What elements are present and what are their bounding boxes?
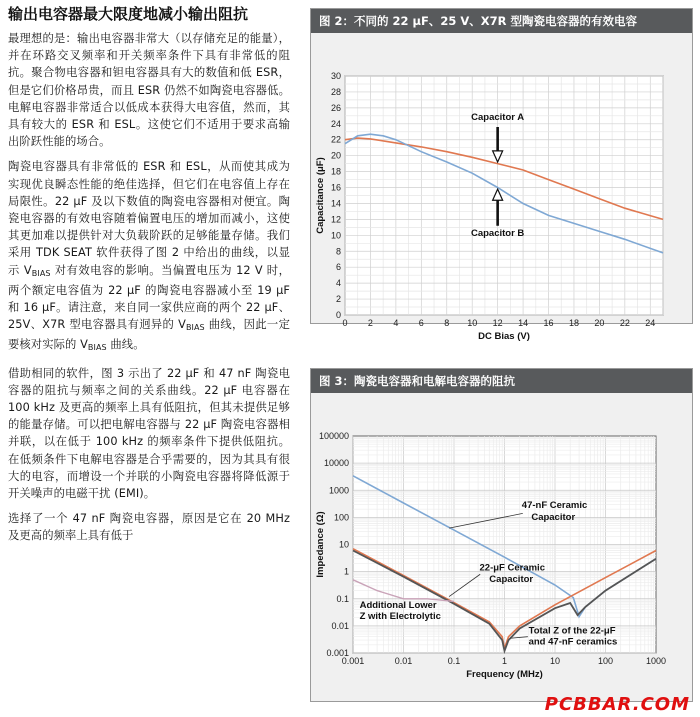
- vbias-subscript: BIAS: [185, 323, 205, 333]
- article: [8, 4, 290, 553]
- x-tick-label: 0.001: [341, 656, 365, 666]
- x-tick-label: 1000: [645, 656, 667, 666]
- y-tick-label: 10: [338, 539, 349, 550]
- article-title: 输出电容器最大限度地减小输出阻抗: [8, 5, 249, 23]
- brand-watermark: PCBBAR.COM: [544, 694, 690, 715]
- y-tick-label: 22: [330, 134, 341, 145]
- y-tick-label: 4: [335, 278, 341, 289]
- paragraph-1: 最理想的是：输出电容器非常大（以存储充足的能量），并在环路交叉频率和开关频率条件下具有非常低的阻抗。聚合物电容器和钽电容器具有大的数值和低 ESR，但是它们价格昂贵，而且 ESR 仍然不如陶瓷电容器低。电解电容器非常适合以低成本获得大电容值，然而，其具有较大的 ESR 和 ESL。这使它们不适用于要求高输出阶跃性能的场合。: [8, 32, 290, 149]
- y-tick-label: 1000: [328, 485, 349, 496]
- x-tick-label: 10: [467, 318, 478, 328]
- y-tick-label: 10000: [323, 458, 349, 469]
- y-tick-label: 30: [330, 71, 341, 81]
- vbias-subscript: BIAS: [31, 268, 51, 278]
- x-tick-label: 6: [418, 318, 424, 328]
- x-tick-label: 24: [645, 318, 656, 328]
- x-tick-label: 100: [597, 656, 614, 666]
- y-tick-label: 8: [335, 246, 341, 257]
- x-tick-label: 12: [492, 318, 503, 328]
- label-22uf: Capacitor: [489, 573, 534, 585]
- y-axis-title: Capacitance (μF): [315, 157, 326, 234]
- x-axis-title: Frequency (MHz): [466, 669, 543, 680]
- y-tick-label: 26: [330, 102, 341, 113]
- paragraph-4: 选择了一个 47 nF 陶瓷电容器，原因是它在 20 MHz 及更高的频率上具有低于: [8, 512, 290, 543]
- label-47nf: Capacitor: [531, 512, 576, 524]
- x-tick-label: 0: [342, 318, 348, 328]
- y-tick-label: 100: [333, 512, 349, 523]
- y-tick-label: 24: [330, 118, 341, 129]
- label-electrolytic: Additional Lower: [359, 600, 437, 612]
- x-tick-label: 4: [393, 318, 399, 328]
- x-axis-title: DC Bias (V): [478, 331, 530, 342]
- y-tick-label: 6: [335, 262, 341, 273]
- label-47nf: 47-nF Ceramic: [521, 500, 588, 512]
- x-tick-label: 18: [568, 318, 579, 328]
- label-22uf: 22-μF Ceramic: [479, 562, 545, 574]
- x-tick-label: 20: [594, 318, 605, 328]
- x-tick-label: 0.1: [447, 656, 461, 666]
- figure-2: [310, 8, 693, 342]
- y-tick-label: 0.1: [336, 593, 349, 604]
- figure-3-chart: [311, 411, 692, 701]
- paragraph-2-part-b: 对有效电容的影响。当偏置电压为 12 V 时，两个额定电容值为 22 μF 的陶瓷电容器减小至 19 μF 和 16 μF。请注意，来自同一家供应商的两个 22 μF、25V、X7R 型电容器具有迥异的 V: [8, 263, 290, 332]
- y-tick-label: 16: [330, 182, 341, 193]
- figure-3: [310, 368, 693, 702]
- label-total-z: Total Z of the 22-μF: [528, 625, 616, 637]
- y-tick-label: 20: [330, 150, 341, 161]
- y-tick-label: 10: [330, 230, 341, 241]
- x-tick-label: 0.01: [394, 656, 413, 666]
- capacitor-b-label: Capacitor B: [470, 228, 525, 240]
- x-tick-label: 22: [619, 318, 630, 328]
- label-total-z: and 47-nF ceramics: [528, 636, 618, 648]
- x-tick-label: 1: [501, 656, 508, 666]
- label-electrolytic: Z with Electrolytic: [359, 610, 441, 622]
- y-tick-label: 0: [335, 310, 341, 320]
- y-tick-label: 1: [343, 566, 349, 577]
- x-tick-label: 16: [543, 318, 554, 328]
- x-tick-label: 10: [549, 656, 561, 666]
- y-tick-label: 14: [330, 198, 341, 209]
- figure-2-title: 图 2：不同的 22 μF、25 V、X7R 型陶瓷电容器的有效电容: [311, 9, 692, 33]
- x-tick-label: 2: [367, 318, 373, 328]
- x-tick-label: 8: [444, 318, 450, 328]
- paragraph-2-part-a: 陶瓷电容器具有非常低的 ESR 和 ESL，从而使其成为实现优良瞬态性能的绝佳选择，但它们在电容值上存在局限性。22 μF 及以下数值的陶瓷电容器相对便宜。陶瓷电容器的有效电容随着偏置电压的增加而减小，这使其更加难以提供针对大负载阶跃的足够能量存储。我们采用 TDK SEAT 软件获得了图 2 中给出的曲线，以显示 V: [8, 160, 290, 277]
- capacitor-a-label: Capacitor A: [471, 111, 525, 123]
- paragraph-2: [8, 158, 290, 356]
- paragraph-2-part-d: 曲线。: [106, 338, 145, 352]
- y-tick-label: 28: [330, 86, 341, 97]
- vbias-subscript: BIAS: [87, 343, 107, 353]
- y-tick-label: 12: [330, 214, 341, 225]
- x-tick-label: 14: [518, 318, 529, 328]
- y-tick-label: 18: [330, 166, 341, 177]
- y-tick-label: 0.001: [326, 648, 349, 658]
- y-axis-title: Impedance (Ω): [315, 511, 326, 578]
- y-tick-label: 100000: [318, 431, 349, 441]
- paragraph-2-part-c: 曲线，因此一定要核对实际的 V: [8, 318, 290, 352]
- y-tick-label: 0.01: [331, 620, 349, 631]
- figure-3-title: 图 3：陶瓷电容器和电解电容器的阻抗: [311, 369, 692, 393]
- figure-2-chart: [311, 51, 692, 342]
- paragraph-3: 借助相同的软件，图 3 示出了 22 μF 和 47 nF 陶瓷电容器的阻抗与频率之间的关系曲线。22 μF 电容器在 100 kHz 及更高的频率上具有低阻抗，但其未提供足够的能量存储。可以把电解电容器与 22 μF 陶瓷电容器相并联，以在低于 100 kHz 的频率条件下提供低阻抗。在低频条件下电解电容器是合乎需要的，因为其具有很大的电容，而增设一个并联的小陶瓷电容器将降低源于开关噪声的电磁干扰 (EMI)。: [8, 366, 290, 501]
- y-tick-label: 2: [335, 294, 341, 305]
